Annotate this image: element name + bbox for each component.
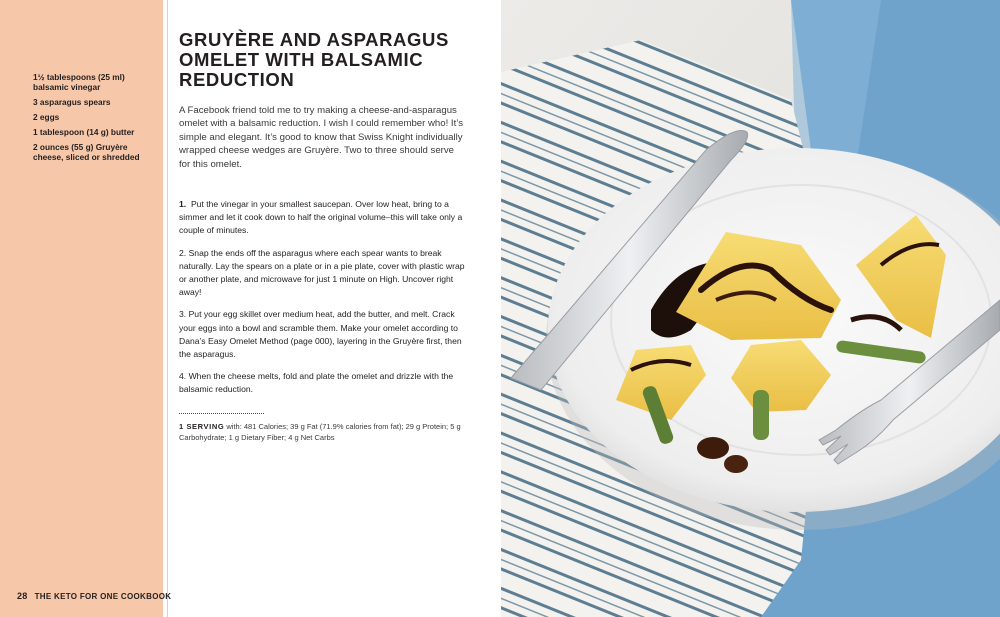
step-number: 4. bbox=[179, 371, 187, 382]
nutrition-text: with: 481 Calories; 39 g Fat (71.9% calories from fat); 29 g Protein; 5 g Carbohydrate; 1 g Dietary Fiber; 4 g Net Carbs bbox=[179, 422, 461, 442]
ingredient-item: 1 tablespoon (14 g) butter bbox=[33, 127, 135, 137]
recipe-step bbox=[179, 370, 465, 396]
food-photo bbox=[501, 0, 1000, 617]
ingredient-item: 3 asparagus spears bbox=[33, 97, 111, 107]
step-text: Put your egg skillet over medium heat, add the butter, and melt. Crack your eggs into a bowl and scramble them. Make your omelet according to Dana’s Easy Omelet Method (page 000), layering in the Gruyère first, then the asparagus. bbox=[179, 309, 462, 360]
step-number: 3. bbox=[179, 309, 187, 320]
recipe-title: GRUYÈRE AND ASPARAGUS OMELET WITH BALSAMIC REDUCTION bbox=[179, 29, 449, 90]
nutrition-info bbox=[179, 421, 469, 443]
book-title: THE KETO FOR ONE COOKBOOK bbox=[34, 592, 172, 601]
serving-label: 1 SERVING bbox=[179, 422, 225, 431]
nutrition-divider bbox=[179, 413, 264, 414]
ingredient-item: 2 eggs bbox=[33, 112, 60, 122]
recipe-step bbox=[179, 308, 465, 361]
step-number: 2. bbox=[179, 247, 187, 258]
recipe-intro: A Facebook friend told me to try making a cheese-and-asparagus omelet with a balsamic reduction. I wish I could remember who! It’s simple and elegant. It’s good to know that Swiss Knight individually wrapped cheese wedges are Gruyère. Two to three should serve for this omelet. bbox=[179, 105, 464, 170]
recipe-step bbox=[179, 198, 465, 238]
step-text: Put the vinegar in your smallest saucepan. Over low heat, bring to a simmer and let it cook down to half the original volume–this will take only a couple of minutes. bbox=[179, 199, 463, 236]
omelet-photo-illustration bbox=[501, 0, 1000, 617]
recipe-steps bbox=[179, 198, 465, 406]
page-number: 28 bbox=[17, 591, 28, 601]
recipe-step bbox=[179, 247, 465, 300]
ingredient-item: 1½ tablespoons (25 ml) balsamic vinegar bbox=[33, 72, 125, 92]
ingredients-list bbox=[33, 72, 158, 167]
asparagus-spear bbox=[753, 390, 769, 440]
page-footer bbox=[17, 591, 171, 601]
sidebar-divider-stripe bbox=[167, 0, 168, 617]
step-text: When the cheese melts, fold and plate the omelet and drizzle with the balsamic reduction. bbox=[179, 371, 454, 395]
ingredient-item: 2 ounces (55 g) Gruyère cheese, sliced or shredded bbox=[33, 142, 140, 162]
step-text: Snap the ends off the asparagus where each spear wants to break naturally. Lay the spears on a plate or in a pie plate, cover with plastic wrap or another plate, and microwave for just 1 minute on High. Uncover right away! bbox=[179, 247, 465, 298]
step-number: 1. bbox=[179, 199, 187, 209]
